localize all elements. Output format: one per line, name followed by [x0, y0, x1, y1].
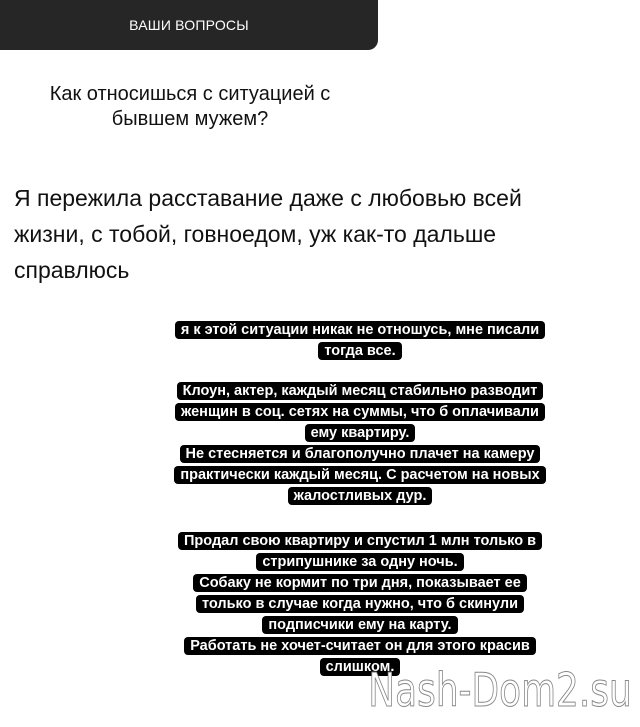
story-header: [0, 0, 378, 50]
highlight-line: Продал свою квартиру и спустил 1 млн только в: [178, 532, 542, 550]
highlight-line: слишком.: [320, 658, 401, 676]
highlight-line: подписчики ему на карту.: [262, 616, 457, 634]
watermark: Nash-Dom2.su: [368, 663, 632, 717]
answer-line: жизни, с тобой, говноедом, уж как-то дальше: [14, 221, 497, 247]
highlight-line: стрипушнике за одну ночь.: [256, 553, 463, 571]
answer-text: [14, 180, 624, 288]
answer-line: справлюсь: [14, 257, 130, 283]
highlight-line: Не стесняется и благополучно плачет на камеру: [180, 445, 541, 463]
highlight-line: женщин в соц. сетях на суммы, что б оплачивали: [175, 403, 545, 421]
highlight-block-1: [130, 320, 590, 362]
highlight-block-3: [130, 531, 590, 678]
highlight-line: тогда все.: [318, 342, 401, 360]
highlight-line: жалостливых дур.: [288, 487, 433, 505]
highlight-line: Собаку не кормит по три дня, показывает ее: [193, 574, 527, 592]
highlight-line: я к этой ситуации никак не отношусь, мне писали: [175, 321, 545, 339]
highlight-line: Работать не хочет-считает он для этого красив: [184, 637, 536, 655]
header-title: ВАШИ ВОПРОСЫ: [129, 17, 249, 33]
question-line: Как относишься с ситуацией с: [49, 83, 331, 105]
answer-line: Я пережила расставание даже с любовью всей: [14, 185, 522, 211]
highlight-block-2: [130, 381, 590, 507]
question-text: [0, 82, 380, 132]
highlight-line: практически каждый месяц. С расчетом на новых: [174, 466, 545, 484]
question-line: бывшем мужем?: [111, 108, 269, 130]
highlight-line: только в случае когда нужно, что б скинули: [196, 595, 524, 613]
highlight-line: Клоун, актер, каждый месяц стабильно разводит: [177, 382, 544, 400]
highlight-line: ему квартиру.: [305, 424, 416, 442]
